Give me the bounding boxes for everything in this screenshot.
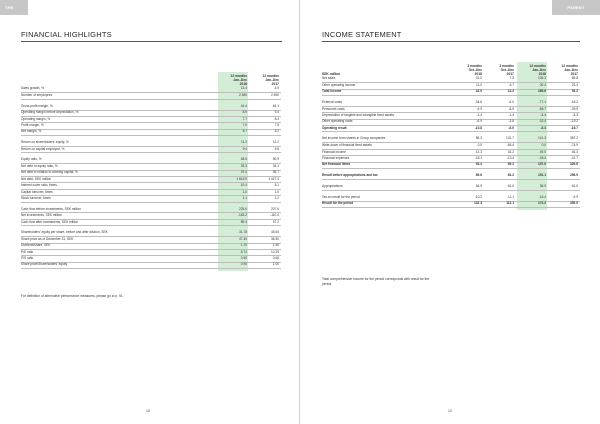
row-label: Share price as of December 31, SEK <box>21 237 217 243</box>
footnote: For definition of alternative performance measures, please go to p. 91. <box>21 294 124 298</box>
row-label: Net sales <box>322 76 452 82</box>
cell-value: 93.4 <box>452 162 484 168</box>
cell-value: 1.0 <box>217 189 249 195</box>
cell-value: 8.9 <box>217 110 249 116</box>
row-label: Interest cover ratio, times <box>21 183 217 189</box>
cell-value: 69.8 <box>548 76 580 82</box>
cell-value: 36.50 <box>249 237 281 243</box>
column-header: 3 months Oct–Dec 2017 <box>499 64 514 77</box>
cell-value: 9.4 <box>217 146 249 152</box>
row-label: External costs <box>322 100 452 106</box>
row-label: Equity ratio, % <box>21 157 217 163</box>
cell-value: 12.2 <box>249 140 281 146</box>
cell-value: 54.9 <box>452 184 484 190</box>
cell-value: 11.3 <box>217 140 249 146</box>
cell-value: 7.7 <box>217 116 249 122</box>
cell-value: 135.3 <box>516 76 548 82</box>
cell-value: -32.4 <box>516 119 548 125</box>
row-label: Other operating costs <box>322 119 452 125</box>
cell-value: 23.4 <box>548 83 580 89</box>
cell-value: 0.50 <box>217 256 249 262</box>
right-page <box>300 0 600 424</box>
row-label: P/E ratio <box>21 249 217 255</box>
cell-value: 34.1 <box>249 164 281 170</box>
row-label: Operating margin before depreciation, % <box>21 110 217 116</box>
cell-value: 5.7 <box>217 129 249 135</box>
row-label: Result before appropriations and tax <box>322 173 452 179</box>
cell-value: 31.0 <box>452 76 484 82</box>
cell-value: 6.2 <box>249 129 281 135</box>
cell-value: -45.2 <box>548 100 580 106</box>
cell-value: 172.2 <box>516 201 548 207</box>
table-row <box>322 201 580 207</box>
row-label: Net debt to equity ratio, % <box>21 164 217 170</box>
row-label: Dividend/share, SEK <box>21 243 217 249</box>
cell-value: -6.0 <box>484 126 516 132</box>
row-label: Net margin, % <box>21 129 217 135</box>
row-label: Tax on result for the period <box>322 195 452 201</box>
cell-value: 42.0 <box>452 89 484 95</box>
cell-value: -41.7 <box>548 156 580 162</box>
row-label: Result for the period <box>322 201 452 207</box>
cell-value: -1.4 <box>452 113 484 119</box>
cell-value: -66.4 <box>484 143 516 149</box>
cell-value: 141.3 <box>516 136 548 142</box>
row-label: Return on capital employed, % <box>21 146 217 152</box>
column-header: 12 months Jan–Dec 2018 <box>230 74 247 87</box>
title-rule <box>322 41 580 42</box>
cell-value: 165.6 <box>516 89 548 95</box>
cell-value: 69.2 <box>484 162 516 168</box>
income-statement-table <box>322 64 580 208</box>
row-label: Net income from shares in Group companies <box>322 136 452 142</box>
cell-value: -163.2 <box>217 213 249 219</box>
cell-value: 30.4 <box>516 83 548 89</box>
row-label: Sales growth, % <box>21 86 217 92</box>
cell-value: 7.5 <box>484 76 516 82</box>
cell-value: 1.2 <box>249 196 281 202</box>
cell-value: 89.6 <box>452 173 484 179</box>
cell-value: 93.2 <box>548 89 580 95</box>
cell-value: 89.4 <box>217 219 249 225</box>
cell-value: -5.3 <box>548 113 580 119</box>
cell-value: 11.0 <box>452 83 484 89</box>
page-number: 18 <box>146 409 150 413</box>
cell-value: 50.9 <box>249 157 281 163</box>
cell-value: -74.9 <box>548 143 580 149</box>
cell-value: 350.0 <box>548 201 580 207</box>
cell-value: 7.5 <box>249 123 281 129</box>
cell-value: 132.3 <box>452 201 484 207</box>
cell-value: -8.9 <box>484 106 516 112</box>
cell-value: 9.8 <box>249 146 281 152</box>
financial-highlights-table <box>21 74 281 269</box>
cell-value: -19.2 <box>548 119 580 125</box>
row-label: Operating margin, % <box>21 116 217 122</box>
cell-value: 46.3 <box>548 149 580 155</box>
cell-value: 97.2 <box>249 219 281 225</box>
cell-value: 44.4 <box>217 104 249 110</box>
cell-value: 225.6 <box>217 207 249 213</box>
cell-value: 36.9 <box>516 184 548 190</box>
row-label: Gross profit margin, % <box>21 104 217 110</box>
row-label: P/S ratio <box>21 256 217 262</box>
cell-value: 1.00 <box>249 262 281 268</box>
cell-value: -11.1 <box>484 195 516 201</box>
row-label: Depreciation of tangible and intangible fixed assets <box>322 113 452 119</box>
row-label: Cash flow after investments, SEK million <box>21 219 217 225</box>
cell-value: -13.4 <box>484 156 516 162</box>
cell-value: -16.4 <box>516 195 548 201</box>
cell-value: -35.4 <box>516 156 548 162</box>
footnote: Total comprehensive income for the period corresponds with result for the period. <box>322 277 430 286</box>
cell-value: 207.6 <box>249 207 281 213</box>
cell-value: -77.1 <box>516 100 548 106</box>
cell-value: -34.6 <box>452 100 484 106</box>
cell-value: 13.4 <box>217 86 249 92</box>
cell-value: 387.2 <box>548 136 580 142</box>
cell-value: 46.1 <box>249 104 281 110</box>
cell-value: 157.0 <box>516 162 548 168</box>
cell-value: -9.9 <box>452 106 484 112</box>
row-label: Return on shareholders' equity, % <box>21 140 217 146</box>
cell-value: 37.0 <box>217 170 249 176</box>
cell-value: -10.2 <box>452 195 484 201</box>
row-label: Net financial items <box>322 162 452 168</box>
cell-value: 36.7 <box>249 170 281 176</box>
column-header: 12 months Jan–Dec 2018 <box>529 64 546 77</box>
cell-value: 0.60 <box>249 256 281 262</box>
cell-value: -5.4 <box>516 113 548 119</box>
section-tab: PARENT COMPANY <box>552 0 600 15</box>
row-label: Stock turnover, times <box>21 196 217 202</box>
cell-value: 298.9 <box>548 173 580 179</box>
cell-value: 61.0 <box>548 184 580 190</box>
cell-value: 45.64 <box>249 230 281 236</box>
cell-value: 12.3 <box>452 149 484 155</box>
row-label: Capital turnover, times <box>21 189 217 195</box>
cell-value: 0.0 <box>516 143 548 149</box>
page-title: INCOME STATEMENT <box>322 30 402 39</box>
column-header: 3 months Oct–Dec 2018 <box>467 64 482 77</box>
cell-value: 326.6 <box>548 162 580 168</box>
cell-value: 1 427.3 <box>249 177 281 183</box>
row-label: Operating result <box>322 126 452 132</box>
row-label: Cash flow before investments, SEK million <box>21 207 217 213</box>
cell-value: -9.9 <box>548 195 580 201</box>
row-label: Net investments, SEK million <box>21 213 217 219</box>
cell-value: 31.78 <box>217 230 249 236</box>
cell-value: -110.4 <box>249 213 281 219</box>
cell-value: 49.0 <box>516 149 548 155</box>
cell-value: 2 690 <box>249 93 281 99</box>
cell-value: 1.0 <box>249 189 281 195</box>
cell-value: 8.1 <box>249 183 281 189</box>
cell-value: 7.0 <box>217 123 249 129</box>
cell-value: 9.4 <box>249 110 281 116</box>
cell-value: 1 815.9 <box>217 177 249 183</box>
cell-value: -6.9 <box>452 119 484 125</box>
cell-value: 0.0 <box>452 143 484 149</box>
row-label: Number of employees <box>21 93 217 99</box>
row-label: Net debt in relation to working capital, % <box>21 170 217 176</box>
row-label: Appropriations <box>322 184 452 190</box>
cell-value: 33.3 <box>217 164 249 170</box>
cell-value: 1.50 <box>249 243 281 249</box>
cell-value: 10.4 <box>217 183 249 189</box>
row-label: Profit margin, % <box>21 123 217 129</box>
cell-value: -10.8 <box>452 126 484 132</box>
column-header: 12 months Jan–Dec 2017 <box>262 74 279 87</box>
cell-value: 63.2 <box>484 173 516 179</box>
row-label: Personnel costs <box>322 106 452 112</box>
column-header: 12 months Jan–Dec 2017 <box>561 64 578 77</box>
cell-value: 4.9 <box>249 86 281 92</box>
page-number: 19 <box>448 409 452 413</box>
row-label: Financial expenses <box>322 156 452 162</box>
cell-value: -6.3 <box>516 126 548 132</box>
row-label: Shareholders' equity per share, before and after dilution, SEK <box>21 230 217 236</box>
row-label: Other operating income <box>322 83 452 89</box>
cell-value: -39.5 <box>548 106 580 112</box>
page-title: FINANCIAL HIGHLIGHTS <box>21 30 112 39</box>
cell-value: 14.2 <box>484 89 516 95</box>
cell-value: -3.8 <box>484 119 516 125</box>
cell-value: 8.74 <box>217 249 249 255</box>
cell-value: 10.25 <box>249 249 281 255</box>
cell-value: 113.1 <box>484 201 516 207</box>
cell-value: -56.7 <box>516 106 548 112</box>
row-label: Net debt, SEK million <box>21 177 217 183</box>
cell-value: 131.7 <box>484 136 516 142</box>
cell-value: 151.1 <box>516 173 548 179</box>
cell-value: -6.0 <box>484 100 516 106</box>
cell-value: 48.6 <box>217 157 249 163</box>
cell-value: 8.4 <box>249 116 281 122</box>
cell-value: -1.4 <box>484 113 516 119</box>
row-label: Total income <box>322 89 452 95</box>
cell-value: 6.7 <box>484 83 516 89</box>
title-rule <box>21 41 282 42</box>
cell-value: 47.40 <box>217 237 249 243</box>
row-label: Share price/Shareholders' equity <box>21 262 217 268</box>
cell-value: 1.70 <box>217 243 249 249</box>
section-tab: THE GROUP <box>0 0 28 15</box>
row-label: Write-down of financial fixed assets <box>322 143 452 149</box>
cell-value: 2 480 <box>217 93 249 99</box>
cell-value: 0.90 <box>217 262 249 268</box>
table-row <box>21 262 281 268</box>
cell-value: 85.3 <box>452 136 484 142</box>
row-label: Financial income <box>322 149 452 155</box>
cell-value: -18.1 <box>452 156 484 162</box>
cell-value: -16.7 <box>548 126 580 132</box>
unit-label: SEK million <box>322 72 341 77</box>
cell-value: 1.1 <box>217 196 249 202</box>
cell-value: 61.0 <box>484 184 516 190</box>
cell-value: 16.2 <box>484 149 516 155</box>
